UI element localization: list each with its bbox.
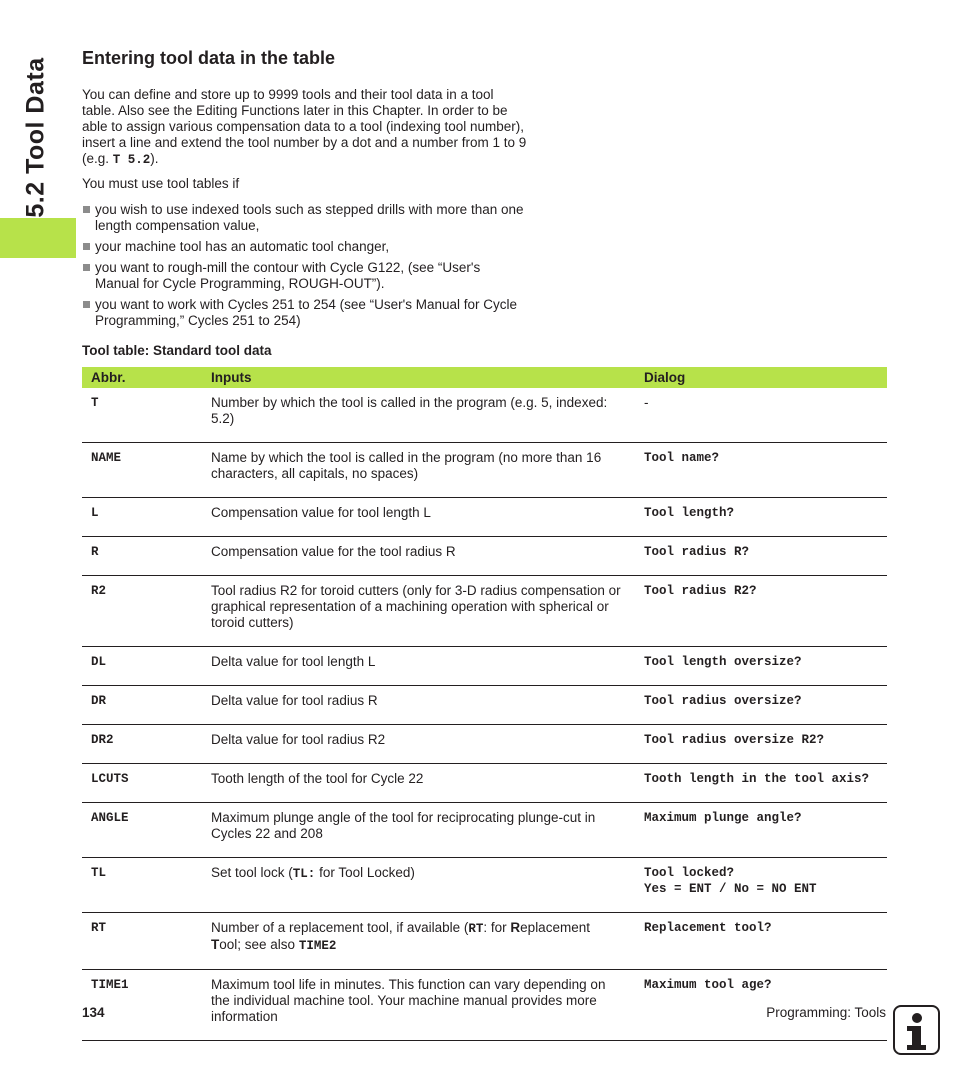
- inputs-cell: Delta value for tool radius R2: [202, 725, 635, 764]
- header-inputs: Inputs: [202, 367, 635, 388]
- inputs-code: TL:: [292, 867, 316, 881]
- abbr-cell: R2: [82, 576, 202, 647]
- dialog-cell: Tool length oversize?: [635, 647, 887, 686]
- inputs-cell: [202, 913, 635, 970]
- inputs-cell: Tooth length of the tool for Cycle 22: [202, 764, 635, 803]
- list-item-text: you wish to use indexed tools such as stepped drills with more than one length compensation value,: [95, 202, 524, 233]
- must-use-paragraph: You must use tool tables if: [82, 176, 240, 191]
- abbr-cell: NAME: [82, 443, 202, 498]
- inputs-code: RT: [468, 922, 484, 936]
- table-row: [82, 913, 887, 970]
- inputs-cell: Delta value for tool radius R: [202, 686, 635, 725]
- dialog-cell: Tool radius R?: [635, 537, 887, 576]
- abbr-cell: R: [82, 537, 202, 576]
- dialog-cell: Tool name?: [635, 443, 887, 498]
- table-row: [82, 443, 887, 498]
- abbr-cell: ANGLE: [82, 803, 202, 858]
- table-row: [82, 537, 887, 576]
- bullet-square-icon: [83, 264, 90, 271]
- list-item: [82, 260, 527, 292]
- list-item-text: you want to work with Cycles 251 to 254 (see “User's Manual for Cycle Programming,” Cycles 251 to 254): [95, 297, 518, 328]
- list-item: [82, 297, 527, 329]
- header-dialog: Dialog: [635, 367, 887, 388]
- inputs-code: TIME2: [298, 939, 337, 953]
- list-item-text: your machine tool has an automatic tool changer,: [95, 239, 390, 254]
- list-item: [82, 202, 527, 234]
- table-row: [82, 498, 887, 537]
- table-row: [82, 858, 887, 913]
- inputs-text: ool; see also: [219, 937, 299, 952]
- dialog-cell: Tooth length in the tool axis?: [635, 764, 887, 803]
- info-icon: [893, 1005, 940, 1055]
- inputs-cell: Name by which the tool is called in the program (no more than 16 characters, all capitals, no spaces): [202, 443, 635, 498]
- dialog-cell: Tool radius oversize R2?: [635, 725, 887, 764]
- requirements-list: [82, 202, 527, 334]
- dialog-line: Tool locked?: [644, 866, 735, 880]
- table-row: [82, 764, 887, 803]
- inputs-cell: Delta value for tool length L: [202, 647, 635, 686]
- bullet-square-icon: [83, 301, 90, 308]
- intro-code: T 5.2: [112, 153, 151, 167]
- abbr-cell: RT: [82, 913, 202, 970]
- table-row: [82, 725, 887, 764]
- table-caption: Tool table: Standard tool data: [82, 343, 272, 358]
- inputs-cell: Tool radius R2 for toroid cutters (only for 3-D radius compensation or graphical representation of a machining operation with spherical or toroid cutters): [202, 576, 635, 647]
- inputs-cell: Number by which the tool is called in the program (e.g. 5, indexed: 5.2): [202, 388, 635, 443]
- dialog-cell: Tool radius oversize?: [635, 686, 887, 725]
- chapter-title-text: 5.2 Tool Data: [21, 56, 50, 218]
- chapter-tab-marker: [0, 218, 76, 258]
- chapter-side-title: [10, 52, 62, 222]
- inputs-bold-letter: T: [211, 937, 220, 952]
- abbr-cell: T: [82, 388, 202, 443]
- abbr-cell: DR2: [82, 725, 202, 764]
- table-row: [82, 647, 887, 686]
- tool-data-table: [82, 367, 887, 1041]
- abbr-cell: DL: [82, 647, 202, 686]
- page-number: 134: [82, 1005, 105, 1020]
- table-row: [82, 686, 887, 725]
- intro-end: ).: [150, 151, 159, 166]
- inputs-text: Number of a replacement tool, if available (: [211, 920, 469, 935]
- bullet-square-icon: [83, 206, 90, 213]
- table-row: [82, 803, 887, 858]
- inputs-cell: Compensation value for the tool radius R: [202, 537, 635, 576]
- inputs-cell: Maximum tool life in minutes. This function can vary depending on the individual machine tool. Your machine manual provides more information: [202, 970, 635, 1041]
- table-row: [82, 388, 887, 443]
- dialog-cell: Tool length?: [635, 498, 887, 537]
- inputs-text: : for: [483, 920, 511, 935]
- inputs-cell: Compensation value for tool length L: [202, 498, 635, 537]
- abbr-cell: LCUTS: [82, 764, 202, 803]
- dialog-cell: [635, 858, 887, 913]
- dialog-line: Yes = ENT / No = NO ENT: [644, 882, 817, 896]
- inputs-text: for Tool Locked): [315, 865, 415, 880]
- list-item-text: you want to rough-mill the contour with Cycle G122, (see “User's Manual for Cycle Programming, ROUGH-OUT”).: [95, 260, 481, 291]
- section-heading: Entering tool data in the table: [82, 48, 336, 68]
- dialog-cell: Maximum tool age?: [635, 970, 887, 1041]
- inputs-cell: Maximum plunge angle of the tool for reciprocating plunge-cut in Cycles 22 and 208: [202, 803, 635, 858]
- dialog-cell: Replacement tool?: [635, 913, 887, 970]
- footer-section-name: Programming: Tools: [766, 1005, 886, 1020]
- bullet-square-icon: [83, 243, 90, 250]
- dialog-cell: -: [635, 388, 887, 443]
- inputs-bold-letter: R: [510, 920, 521, 935]
- inputs-cell: [202, 858, 635, 913]
- table-row: [82, 576, 887, 647]
- table-header-row: [82, 367, 887, 388]
- dialog-cell: Maximum plunge angle?: [635, 803, 887, 858]
- list-item: [82, 239, 527, 255]
- inputs-text: eplacement: [520, 920, 590, 935]
- header-abbr: Abbr.: [82, 367, 202, 388]
- dialog-cell: Tool radius R2?: [635, 576, 887, 647]
- abbr-cell: TIME1: [82, 970, 202, 1041]
- inputs-text: Set tool lock (: [211, 865, 293, 880]
- abbr-cell: TL: [82, 858, 202, 913]
- abbr-cell: DR: [82, 686, 202, 725]
- intro-paragraph: [82, 87, 527, 168]
- intro-text: You can define and store up to 9999 tools and their tool data in a tool table. Also see the Editing Functions later in this Chapter. In order to be able to assign various compensation data to a tool (indexing tool number), insert a line and extend the tool number by a dot and a number from 1 to 9 (e.g.: [82, 87, 527, 166]
- abbr-cell: L: [82, 498, 202, 537]
